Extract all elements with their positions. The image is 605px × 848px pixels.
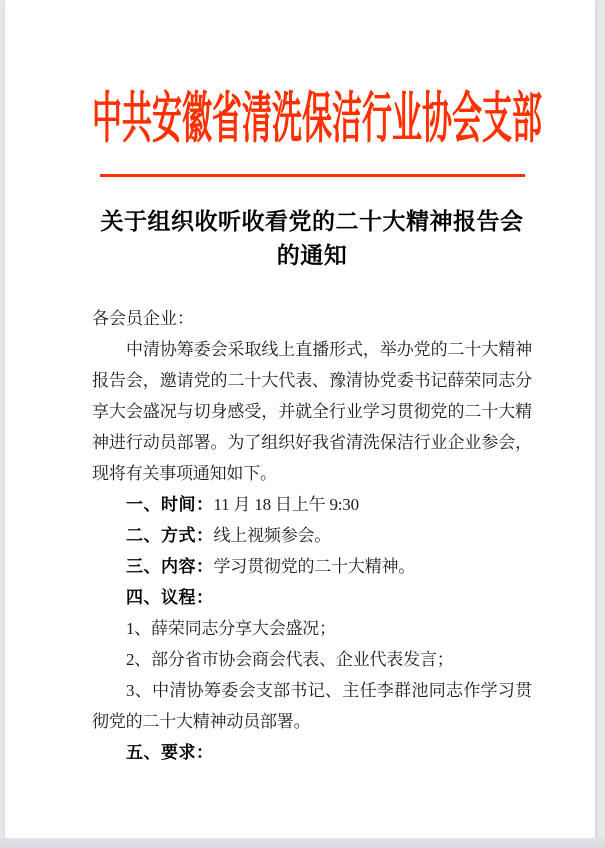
section-text: 2、部分省市协会商会代表、企业代表发言； [126, 650, 454, 669]
section-label: 二、方式： [126, 526, 214, 545]
section-text: 11 月 18 日上午 9:30 [213, 495, 359, 514]
letterhead [92, 89, 542, 150]
agenda-subitem-3 [92, 675, 532, 737]
agenda-subitem-1 [92, 613, 532, 644]
agenda-subitem-2 [92, 644, 532, 675]
section-text: 线上视频参会。 [213, 526, 332, 545]
section-item-method [92, 520, 532, 551]
viewer-bottom-edge [0, 838, 605, 848]
section-item-content [92, 551, 532, 582]
section-text: 学习贯彻党的二十大精神。 [213, 557, 416, 576]
section-label: 一、时间： [126, 495, 214, 514]
section-item-time [92, 489, 532, 520]
section-label: 三、内容： [126, 557, 214, 576]
section-text: 1、薛荣同志分享大会盛况； [126, 619, 336, 638]
intro-paragraph: 中清协筹委会采取线上直播形式，举办党的二十大精神报告会，邀请党的二十大代表、豫清协党委书记薛荣同志分享大会盛况与切身感受，并就全行业学习贯彻党的二十大精神进行动员部署。为了组织好我省清洗保洁行业企业参会，现将有关事项通知如下。 [92, 340, 532, 483]
section-label: 五、要求： [126, 743, 214, 762]
notice-title [92, 205, 532, 273]
section-label: 四、议程： [126, 588, 214, 607]
section-text: 3、中清协筹委会支部书记、主任李群池同志作学习贯彻党的二十大精神动员部署。 [92, 681, 532, 731]
letterhead-title: 中共安徽省清洗保洁行业协会支部 [92, 89, 542, 150]
page-content [5, 89, 595, 768]
section-item-requirements [92, 737, 532, 768]
letterhead-divider-rule [100, 174, 525, 177]
document-page [5, 0, 595, 838]
salutation: 各会员企业： [92, 309, 194, 328]
section-item-agenda [92, 582, 532, 613]
notice-title-line2: 的通知 [276, 243, 348, 268]
notice-title-line1: 关于组织收听收看党的二十大精神报告会 [100, 209, 524, 234]
